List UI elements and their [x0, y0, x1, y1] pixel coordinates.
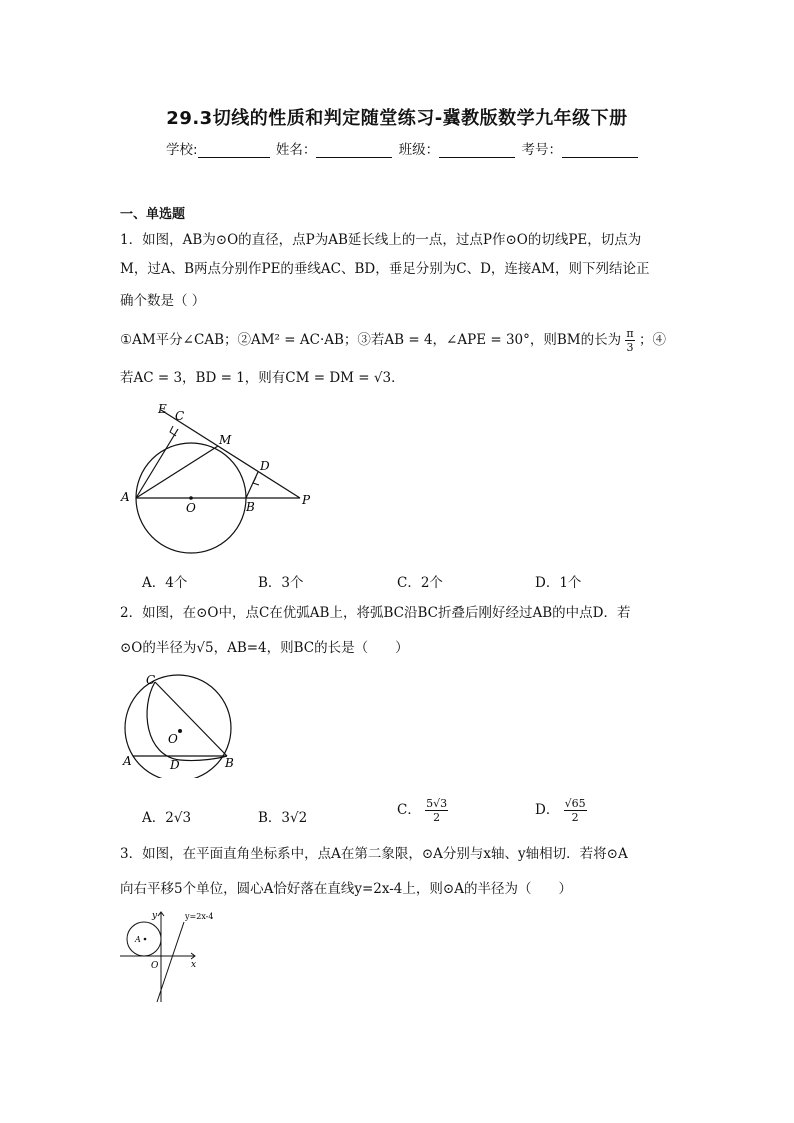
label-o: O	[186, 501, 196, 515]
q1-statements-text: ①AM平分∠CAB；②AM² = AC·AB；③若AB = 4，∠APE = 30°，则BM的长为	[120, 332, 622, 348]
q1-statements-end: ；④	[638, 332, 666, 348]
label-b: B	[246, 500, 255, 514]
label-a: A	[135, 935, 141, 944]
q1-option-a[interactable]: A．4个	[142, 575, 188, 591]
tangent-pe	[161, 410, 300, 498]
label-b: B	[225, 756, 234, 770]
name-label: 姓名：	[275, 142, 317, 158]
q2-line1: 2．如图，在⊙O中，点C在优弧AB上，将弧BC沿BC折叠后刚好经过AB的中点D．若	[120, 605, 631, 621]
label-x: x	[191, 960, 197, 970]
frac-num: 5√3	[426, 797, 448, 810]
name-blank[interactable]	[316, 143, 392, 158]
frac-den: 3	[626, 341, 634, 354]
label-e: E	[158, 402, 167, 416]
student-info-row	[166, 138, 640, 158]
q2-option-d-label: D．	[535, 802, 560, 818]
q2-option-c-label: C．	[397, 802, 421, 818]
q2-figure	[115, 668, 245, 778]
number-blank[interactable]	[562, 143, 638, 158]
q1-line5: 若AC = 3，BD = 1，则有CM = DM = √3．	[120, 370, 405, 386]
right-angle-d	[253, 477, 259, 485]
q2-option-c[interactable]	[397, 797, 448, 824]
q2-option-a[interactable]: A．2√3	[142, 810, 192, 826]
center-dot	[189, 496, 193, 500]
folded-arc	[147, 682, 227, 761]
line-ac	[136, 429, 178, 498]
q1-line1: 1．如图，AB为⊙O的直径，点P为AB延长线上的一点，过点P作⊙O的切线PE，切点为	[120, 232, 642, 248]
center-a-dot	[144, 938, 147, 941]
q3-figure	[115, 906, 215, 1006]
q2-option-c-frac	[425, 797, 448, 824]
school-blank[interactable]	[198, 143, 270, 158]
school-label: 学校:	[166, 142, 198, 158]
frac-den: 2	[433, 811, 441, 824]
label-a: A	[123, 754, 132, 768]
class-label: 班级：	[398, 142, 440, 158]
chord-bc	[155, 682, 227, 756]
number-label: 考号：	[521, 142, 562, 158]
q2-option-b[interactable]: B．3√2	[258, 810, 308, 826]
pi-over-3	[625, 327, 634, 354]
label-d: D	[260, 459, 270, 473]
q1-line3: 确个数是（ ）	[120, 293, 206, 309]
q3-line1: 3．如图，在平面直角坐标系中，点A在第二象限，⊙A分别与x轴、y轴相切．若将⊙A	[120, 846, 628, 862]
line-am	[136, 446, 218, 498]
label-o: O	[151, 961, 159, 971]
label-a: A	[121, 490, 130, 504]
q1-figure	[115, 398, 325, 558]
page-title: 29.3切线的性质和判定随堂练习-冀教版数学九年级下册	[166, 108, 628, 129]
class-blank[interactable]	[439, 143, 515, 158]
q1-statements	[120, 327, 666, 354]
label-d: D	[170, 758, 180, 772]
label-line: y=2x-4	[185, 912, 214, 921]
frac-num: π	[626, 327, 634, 340]
line-bd	[246, 472, 258, 498]
label-c: C	[146, 673, 156, 687]
label-m: M	[219, 433, 232, 447]
q2-option-d[interactable]	[535, 797, 587, 824]
q2-line2: ⊙O的半径为√5，AB=4，则BC的长是（ ）	[120, 640, 409, 656]
label-y: y	[152, 911, 158, 921]
q3-line2: 向右平移5个单位，圆心A恰好落在直线y=2x-4上，则⊙A的半径为（ ）	[120, 881, 572, 897]
q1-line2: M，过A、B两点分别作PE的垂线AC、BD，垂足分别为C、D，连接AM，则下列结论正	[120, 261, 650, 277]
q1-option-b[interactable]: B．3个	[258, 575, 304, 591]
q2-option-d-frac	[564, 797, 587, 824]
section-heading: 一、单选题	[120, 207, 186, 222]
label-o: O	[168, 732, 178, 746]
frac-num: √65	[564, 797, 586, 810]
center-dot	[178, 729, 182, 733]
q1-option-c[interactable]: C．2个	[397, 575, 443, 591]
label-p: P	[302, 493, 311, 507]
frac-den: 2	[571, 811, 579, 824]
label-c: C	[175, 409, 185, 423]
q1-option-d[interactable]: D．1个	[535, 575, 582, 591]
